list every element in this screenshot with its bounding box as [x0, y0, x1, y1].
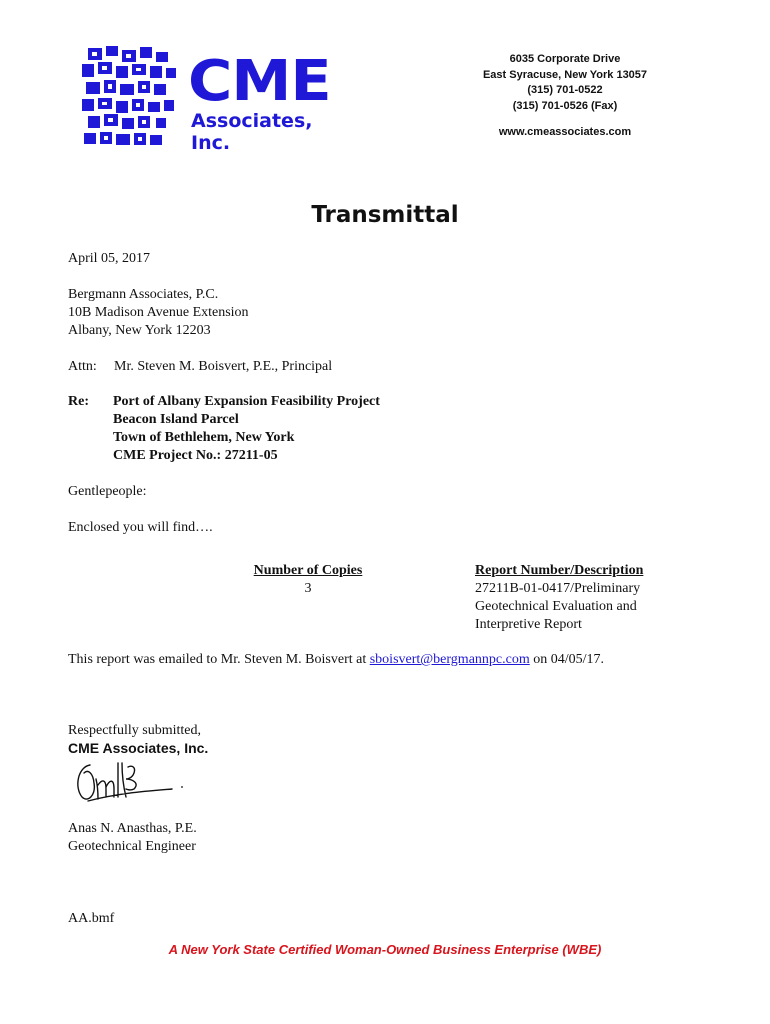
- attn-label: Attn:: [68, 359, 97, 374]
- city: East Syracuse, New York 13057: [482, 68, 648, 81]
- company-logo: [80, 44, 355, 152]
- description-line: Interpretive Report: [475, 617, 582, 632]
- greeting: Gentlepeople:: [68, 484, 147, 499]
- phone: (315) 701-0522: [527, 84, 603, 96]
- description-column: [475, 562, 675, 634]
- re-line: Port of Albany Expansion Feasibility Project: [113, 394, 380, 409]
- fax: (315) 701-0526 (Fax): [512, 99, 618, 112]
- emailed-sentence: [68, 651, 604, 669]
- emailed-text-after: on 04/05/17.: [529, 652, 605, 667]
- signer-title: Geotechnical Engineer: [68, 839, 196, 854]
- typist-initials: AA.bmf: [68, 911, 115, 926]
- signer-name: Anas N. Anasthas, P.E.: [68, 821, 197, 836]
- email-link[interactable]: sboisvert@bergmannpc.com: [369, 652, 530, 667]
- signer-block: [68, 820, 197, 856]
- emailed-text-before: This report was emailed to Mr. Steven M. Boisvert at: [68, 652, 370, 667]
- recipient-address: [68, 286, 249, 340]
- enclosed-line: Enclosed you will find….: [68, 520, 213, 535]
- attn-value: Mr. Steven M. Boisvert, P.E., Principal: [114, 359, 333, 374]
- closing-company: CME Associates, Inc.: [68, 740, 209, 756]
- signature-image: [68, 757, 198, 809]
- re-line: Town of Bethlehem, New York: [113, 430, 295, 445]
- logo-subtitle: Associates, Inc.: [191, 110, 313, 154]
- description-line: 27211B-01-0417/Preliminary: [475, 581, 641, 596]
- re-line: Beacon Island Parcel: [113, 412, 239, 427]
- copies-header: Number of Copies: [253, 563, 363, 578]
- re-line: CME Project No.: 27211-05: [113, 448, 278, 463]
- closing: Respectfully submitted,: [68, 723, 201, 738]
- logo-wordmark: CME: [188, 49, 331, 114]
- website-link[interactable]: www.cmeassociates.com: [498, 126, 632, 138]
- recipient-street: 10B Madison Avenue Extension: [68, 305, 249, 320]
- copies-value: 3: [304, 581, 312, 596]
- recipient-city: Albany, New York 12203: [68, 323, 211, 338]
- copies-column: [246, 562, 370, 598]
- letter-date: April 05, 2017: [68, 251, 151, 266]
- re-label: Re:: [68, 394, 89, 409]
- document-title: Transmittal: [311, 202, 459, 228]
- wbe-footer: A New York State Certified Woman-Owned Business Enterprise (WBE): [168, 942, 602, 957]
- letterhead-address: [470, 52, 660, 141]
- street: 6035 Corporate Drive: [509, 53, 621, 65]
- logo-mosaic-graphic: [80, 44, 190, 152]
- attention-line: [68, 358, 332, 376]
- description-header: Report Number/Description: [475, 563, 644, 578]
- recipient-company: Bergmann Associates, P.C.: [68, 287, 219, 302]
- description-line: Geotechnical Evaluation and: [475, 599, 637, 614]
